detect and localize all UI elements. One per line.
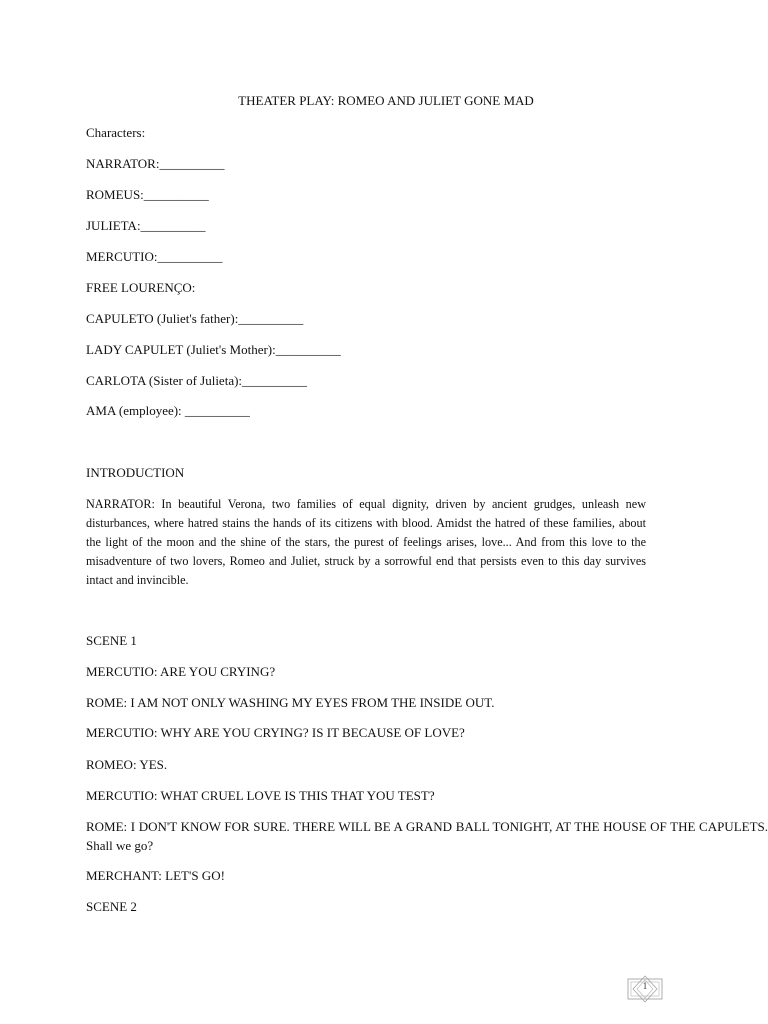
character-line: LADY CAPULET (Juliet's Mother):__________ [86, 342, 341, 357]
dialogue-line: ROME: I AM NOT ONLY WASHING MY EYES FROM THE INSIDE OUT. [86, 695, 495, 710]
page-number: 1 [642, 981, 648, 991]
dialogue-line: MERCUTIO: ARE YOU CRYING? [86, 664, 276, 679]
dialogue-line: MERCUTIO: WHAT CRUEL LOVE IS THIS THAT YOU TEST? [86, 788, 435, 803]
character-line: JULIETA:__________ [86, 218, 206, 233]
scene-1-heading: SCENE 1 [86, 633, 137, 648]
character-line: AMA (employee): __________ [86, 403, 250, 418]
character-line: MERCUTIO:__________ [86, 249, 223, 264]
character-line: CARLOTA (Sister of Julieta):__________ [86, 373, 308, 388]
dialogue-line: ROMEO: YES. [86, 757, 168, 772]
introduction-paragraph: NARRATOR: In beautiful Verona, two families of equal dignity, driven by ancient grudges, unleash new disturbances, where hatred stains the hands of its citizens with blood. Amidst the hatred of these families, about the light of the moon and the shine of the stars, the purest of feelings arises, love... And from this love to the misadventure of two lovers, Romeo and Juliet, struck by a sorrowful end that persists even to this day survives intact and invincible. [86, 497, 646, 587]
dialogue-paragraph: ROME: I DON'T KNOW FOR SURE. THERE WILL BE A GRAND BALL TONIGHT, AT THE HOUSE OF THE CAPULETS. Shall we go? [86, 819, 768, 853]
character-line: CAPULETO (Juliet's father):__________ [86, 311, 304, 326]
character-line: NARRATOR:__________ [86, 156, 225, 171]
dialogue-line: MERCUTIO: WHY ARE YOU CRYING? IS IT BECAUSE OF LOVE? [86, 725, 465, 740]
scene-2-heading: SCENE 2 [86, 899, 137, 914]
page-number-badge [627, 975, 663, 1003]
character-line: ROMEUS:__________ [86, 187, 209, 202]
character-line: FREE LOURENÇO: [86, 280, 196, 295]
characters-heading: Characters: [86, 125, 146, 140]
document-title: THEATER PLAY: ROMEO AND JULIET GONE MAD [238, 93, 534, 108]
introduction-heading: INTRODUCTION [86, 465, 185, 480]
dialogue-line: MERCHANT: LET'S GO! [86, 868, 225, 883]
